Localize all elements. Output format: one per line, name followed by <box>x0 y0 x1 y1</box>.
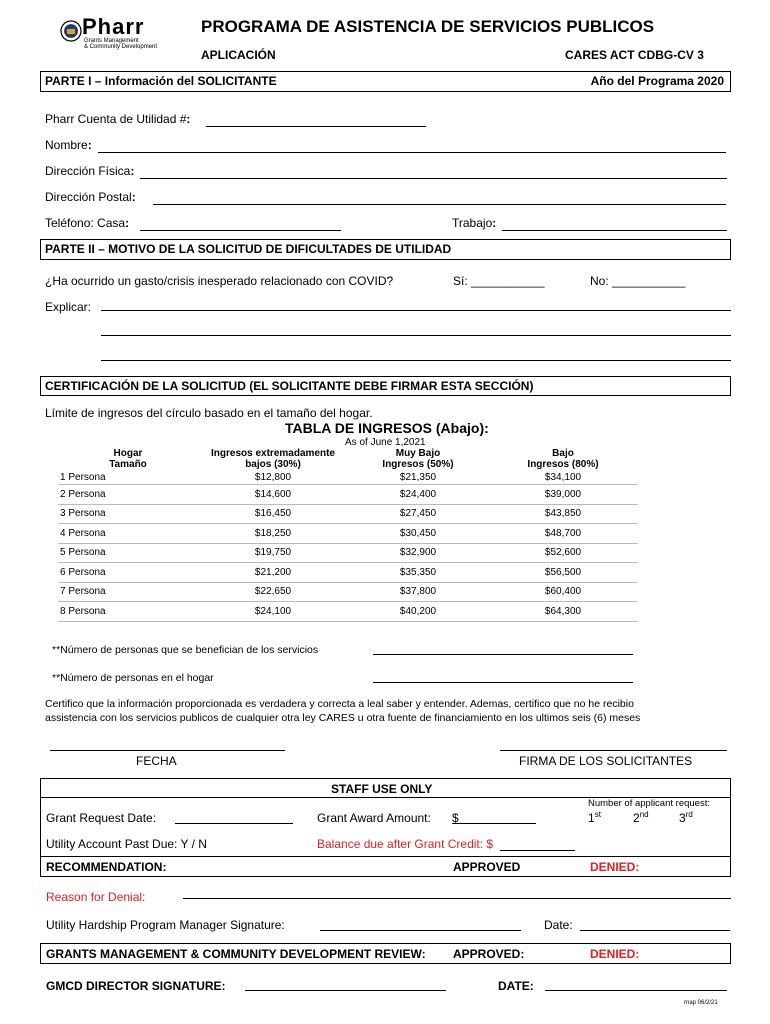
persons-home-label: **Número de personas en el hogar <box>52 672 214 684</box>
logo-subtitle-2: & Community Development <box>84 44 158 50</box>
as-of-date: As of June 1,2021 <box>345 437 426 448</box>
table-row <box>58 504 638 524</box>
persons-home-field[interactable] <box>373 682 633 683</box>
income-value-cell: $24,400 <box>348 485 488 505</box>
table-row <box>58 602 638 622</box>
name-field[interactable] <box>98 152 726 153</box>
signature-label: FIRMA DE LOS SOLICITANTES <box>519 754 693 768</box>
income-value-cell: $64,300 <box>488 602 638 622</box>
income-value-cell: $12,800 <box>198 470 348 485</box>
income-value-cell: $56,500 <box>488 563 638 583</box>
gmcd-approved-label[interactable]: APPROVED: <box>453 947 525 961</box>
director-signature-field[interactable] <box>245 990 446 991</box>
signature-field[interactable] <box>500 750 727 751</box>
income-value-cell: $18,250 <box>198 524 348 544</box>
household-size-cell: 4 Persona <box>58 524 198 544</box>
household-size-cell: 2 Persona <box>58 485 198 505</box>
logo-subtitle-1: Grants Management <box>84 38 139 44</box>
postal-address-label: Dirección Postal: <box>45 190 136 204</box>
income-value-cell: $34,100 <box>488 470 638 485</box>
certify-text-1: Certifico que la información proporcionada es verdadera y correcta a leal saber y entender. Ademas, certifico que no he recibio <box>45 698 634 710</box>
covid-question: ¿Ha ocurrido un gasto/crisis inesperado relacionado con COVID? <box>45 274 394 288</box>
part2-header-bar <box>40 239 731 260</box>
income-value-cell: $60,400 <box>488 582 638 602</box>
reason-denial-field[interactable] <box>183 898 731 899</box>
income-table-header-cell: Muy Bajo Ingresos (50%) <box>382 448 454 470</box>
table-row <box>58 543 638 563</box>
explain-field-1[interactable] <box>101 310 731 311</box>
table-row <box>58 582 638 602</box>
name-label: Nombre: <box>45 138 92 152</box>
income-value-cell: $14,600 <box>198 485 348 505</box>
phone-home-field[interactable] <box>140 230 341 231</box>
income-value-cell: $39,000 <box>488 485 638 505</box>
table-row <box>58 524 638 544</box>
manager-signature-label: Utility Hardship Program Manager Signature: <box>46 918 285 932</box>
explain-label: Explicar: <box>45 300 92 314</box>
income-table-header-cell: Ingresos extremadamente bajos (30%) <box>211 448 335 470</box>
recommendation-divider <box>40 856 731 857</box>
table-row <box>58 563 638 583</box>
phone-work-field[interactable] <box>502 230 727 231</box>
physical-address-field[interactable] <box>140 178 727 179</box>
income-table-title: TABLA DE INGRESOS (Abajo): <box>285 420 489 436</box>
certification-title: CERTIFICACIÓN DE LA SOLICITUD (EL SOLICITANTE DEBE FIRMAR ESTA SECCIÓN) <box>45 379 534 393</box>
household-size-cell: 5 Persona <box>58 543 198 563</box>
director-signature-label: GMCD DIRECTOR SIGNATURE: <box>46 979 226 993</box>
logo-name: Pharr <box>82 14 145 39</box>
reason-denial-label: Reason for Denial: <box>46 890 146 904</box>
explain-field-3[interactable] <box>101 360 731 361</box>
persons-benefit-label: **Número de personas que se benefician de los servicios <box>52 644 319 656</box>
logo <box>58 12 173 50</box>
account-label: Pharr Cuenta de Utilidad #: <box>45 112 191 126</box>
table-row <box>58 470 638 485</box>
income-value-cell: $37,800 <box>348 582 488 602</box>
logo-seal-icon <box>60 20 82 42</box>
income-value-cell: $40,200 <box>348 602 488 622</box>
income-value-cell: $21,350 <box>348 470 488 485</box>
balance-due-label: Balance due after Grant Credit: $ <box>317 837 494 851</box>
grant-request-date-label: Grant Request Date: <box>46 811 157 825</box>
approved-label[interactable]: APPROVED <box>453 860 521 874</box>
income-value-cell: $52,600 <box>488 543 638 563</box>
income-value-cell: $19,750 <box>198 543 348 563</box>
director-date-label: DATE: <box>498 979 534 993</box>
staff-use-title: STAFF USE ONLY <box>331 782 433 796</box>
manager-date-field[interactable] <box>580 930 730 931</box>
grant-award-dollar: $ <box>452 811 459 825</box>
part2-title: PARTE II – MOTIVO DE LA SOLICITUD DE DIFICULTADES DE UTILIDAD <box>45 242 452 256</box>
part1-title: PARTE I – Información del SOLICITANTE <box>45 74 277 88</box>
recommendation-label: RECOMMENDATION: <box>46 860 167 874</box>
program-year: Año del Programa 2020 <box>590 74 724 88</box>
income-value-cell: $30,450 <box>348 524 488 544</box>
part1-header-bar <box>40 71 731 92</box>
table-row <box>58 485 638 505</box>
phone-work-label: Trabajo: <box>452 216 497 230</box>
household-size-cell: 3 Persona <box>58 504 198 524</box>
income-table <box>58 448 638 622</box>
application-subtitle: APLICACIÓN <box>201 48 276 62</box>
grant-award-amount-field[interactable] <box>452 823 536 824</box>
applicant-request-label: Number of applicant request: <box>588 798 710 809</box>
request-third[interactable]: 3rd <box>679 810 693 825</box>
income-value-cell: $22,650 <box>198 582 348 602</box>
director-date-field[interactable] <box>545 990 727 991</box>
request-second[interactable]: 2nd <box>633 810 649 825</box>
cares-act-subtitle: CARES ACT CDBG-CV 3 <box>565 48 704 62</box>
income-table-header-cell: Hogar Tamaño <box>109 448 147 470</box>
income-table-header-cell: Bajo Ingresos (80%) <box>527 448 599 470</box>
income-limit-text: Límite de ingresos del círculo basado en el tamaño del hogar. <box>45 406 373 420</box>
income-value-cell: $35,350 <box>348 563 488 583</box>
manager-date-label: Date: <box>544 918 573 932</box>
income-value-cell: $27,450 <box>348 504 488 524</box>
request-first[interactable]: 1st <box>588 810 601 825</box>
grant-request-date-field[interactable] <box>175 823 293 824</box>
income-value-cell: $43,850 <box>488 504 638 524</box>
denied-label[interactable]: DENIED: <box>590 860 640 874</box>
income-value-cell: $32,900 <box>348 543 488 563</box>
balance-due-field[interactable] <box>500 850 575 851</box>
income-value-cell: $16,450 <box>198 504 348 524</box>
household-size-cell: 6 Persona <box>58 563 198 583</box>
physical-address-label: Dirección Física: <box>45 164 135 178</box>
household-size-cell: 1 Persona <box>58 470 198 485</box>
account-field[interactable] <box>206 126 426 127</box>
yes-option[interactable]: Sí: ___________ <box>453 274 545 288</box>
date-field[interactable] <box>50 750 285 751</box>
persons-benefit-field[interactable] <box>373 654 633 655</box>
income-value-cell: $48,700 <box>488 524 638 544</box>
grant-award-amount-label: Grant Award Amount: <box>317 811 431 825</box>
income-table-header <box>58 448 638 470</box>
gmcd-denied-label[interactable]: DENIED: <box>590 947 640 961</box>
certify-text-2: assistencia con los servicios publicos de cualquier otra ley CARES u otra fuente de financiamiento en los ultimos seis (6) meses <box>45 712 641 724</box>
household-size-cell: 7 Persona <box>58 582 198 602</box>
page-title: PROGRAMA DE ASISTENCIA DE SERVICIOS PUBLICOS <box>201 17 655 36</box>
past-due-label: Utility Account Past Due: Y / N <box>46 837 207 851</box>
income-value-cell: $21,200 <box>198 563 348 583</box>
phone-home-label: Teléfono: Casa: <box>45 216 130 230</box>
gmcd-review-label: GRANTS MANAGEMENT & COMMUNITY DEVELOPMENT REVIEW: <box>46 947 426 961</box>
footer-code: rnap 06/2/21 <box>684 1000 718 1006</box>
explain-field-2[interactable] <box>101 335 731 336</box>
postal-address-field[interactable] <box>153 204 726 205</box>
income-value-cell: $24,100 <box>198 602 348 622</box>
no-option[interactable]: No: ___________ <box>590 274 686 288</box>
certification-header-bar <box>40 376 731 396</box>
household-size-cell: 8 Persona <box>58 602 198 622</box>
date-label: FECHA <box>136 754 177 768</box>
manager-signature-field[interactable] <box>320 930 521 931</box>
